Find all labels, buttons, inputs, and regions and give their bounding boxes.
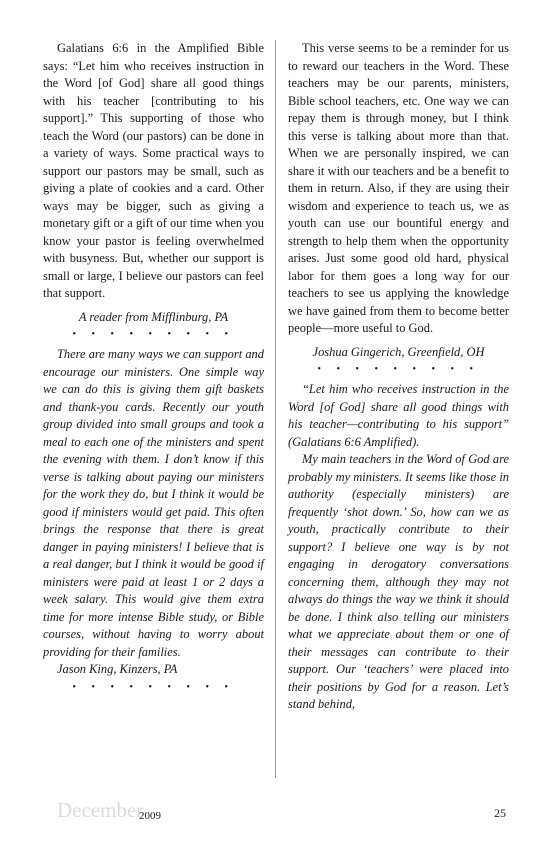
footer-year: 2009	[139, 810, 161, 822]
article-paragraph: My main teachers in the Word of God are probably my ministers. It seems like those in authority (especially ministers) are frequently ‘shot down.’ So, how can we as youth, practically contribute to their support? I believe one way is by not engaging in derogatory conversations concerning them, although they may not always do things the way we think it should be done. I think also telling our ministers what we appreciate about them or one of their messages can contribute to their support. Our ‘teachers’ were placed into their positions by God for a reason. Let’s stand behind,	[288, 452, 509, 711]
article-paragraph: This verse seems to be a reminder for us to reward our teachers in the Word. These teachers may be our parents, ministers, Bible school teachers, etc. One way we can repay them is through money, but I think this verse is talking about more than that. When we are personally inspired, we can share it with our teachers and be a benefit to them in return. Also, if they are using their wisdom and experience to teach us, we as youth can use our bountiful energy and strength to help them when the opportunity arises. Just some good old hard, physical labor for them goes a long way for our teachers to see us applying the knowledge we have gained from them to become better people—more useful to God.	[288, 41, 509, 335]
left-column	[43, 40, 264, 699]
section-divider: • • • • • • • • •	[317, 364, 480, 375]
section-divider: • • • • • • • • •	[72, 329, 235, 340]
article-paragraph: There are many ways we can support and encourage our ministers. One simple way we can do this is giving them gift baskets and thank-you cards. Recently our youth group divided into small groups and took a meal to each one of the ministers and spent the evening with them. I don’t know if this verse is talking about paying our ministers for the work they do, but I think it would be good if ministers would get paid. This often brings the response that there is great danger in paying ministers! I believe that is a real danger, but I think it would be good if ministers were paid at least 1 or 2 days a week salary. This would give them extra time for more intense Bible study, or Bible courses, without having to worry about providing for their families.	[43, 347, 264, 659]
section-divider: • • • • • • • • •	[72, 681, 235, 693]
author-signature: A reader from Mifflinburg, PA	[78, 309, 229, 324]
author-signature: Jason King, Kinzers, PA	[57, 662, 178, 676]
column-rule	[275, 40, 276, 778]
article-paragraph: “Let him who receives instruction in the Word [of God] share all good things with his teacher—contributing to his support” (Galatians 6:6 Amplified).	[288, 382, 509, 449]
footer-month: December	[57, 798, 144, 822]
right-column	[288, 40, 509, 714]
author-signature: Joshua Gingerich, Greenfield, OH	[312, 344, 485, 359]
article-paragraph: Galatians 6:6 in the Amplified Bible says: “Let him who receives instruction in the Word [of God] share all good things with his teacher [contributing to his support].” This supporting of those who teach the Word (our pastors) can be done in a variety of ways. Some practical ways to support our pastors may be small, such as giving a plate of cookies and a card. Other ways may be bigger, such as giving a monetary gift or a gift of our time when you know your pastor is feeling overwhelmed with busyness. But, whether our support is small or large, I believe our pastors can feel that support.	[43, 41, 264, 300]
page-number: 25	[494, 806, 506, 820]
